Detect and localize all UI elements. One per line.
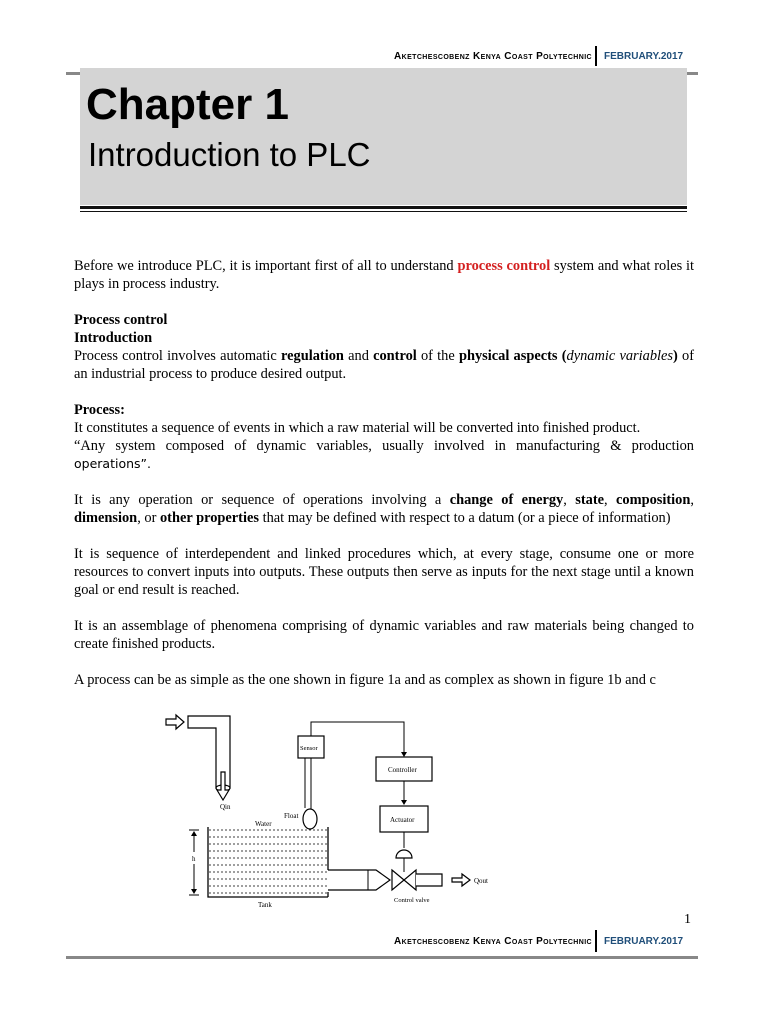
qin-label: Qin (220, 803, 231, 811)
inlet-arrow-icon (166, 715, 184, 729)
header-divider (595, 46, 597, 66)
process-control-paragraph: Process control involves automatic regulation and control of the physical aspects (dynamic variables) of an industrial process to produce desired output. (74, 348, 694, 382)
process-heading: Process: (74, 402, 125, 418)
water-level (209, 830, 327, 893)
intro-text-2: system and what roles it plays in process industry. (74, 258, 694, 292)
outlet-pipe (328, 870, 390, 890)
assemblage-paragraph: It is an assemblage of phenomena comprising of dynamic variables and raw materials being changed to create finished products. (74, 618, 694, 652)
chapter-rule-thin (80, 211, 687, 212)
outlet-arrow-icon (452, 874, 470, 886)
intro-text-1: Before we introduce PLC, it is important first of all to understand (74, 258, 458, 274)
process-definition: It constitutes a sequence of events in which a raw material will be converted into finished product. (74, 420, 641, 436)
chapter-number: Chapter 1 (86, 80, 289, 129)
float-label: Float (284, 812, 299, 820)
chapter-title: Introduction to PLC (88, 136, 371, 173)
h-label: h (192, 855, 196, 863)
controller-label: Controller (388, 766, 417, 774)
header-date: FEBRUARY.2017 (604, 51, 684, 62)
control-valve-label: Control valve (394, 897, 430, 904)
footer-rule (66, 956, 698, 959)
float (303, 809, 317, 829)
introduction-subheading: Introduction (74, 330, 153, 346)
sequence-paragraph: It is sequence of interdependent and linked procedures which, at every stage, consume one or more resources to convert inputs into outputs. These outputs then serve as inputs for the next stage until a known goal or end result is reached. (74, 546, 694, 598)
water-label: Water (255, 820, 272, 828)
sensor-label: Sensor (300, 745, 318, 752)
footer-divider (595, 930, 597, 952)
chapter-rule-thick (80, 206, 687, 209)
process-control-heading: Process control (74, 312, 168, 328)
page-number: 1 (684, 912, 691, 927)
figure-intro-paragraph: A process can be as simple as the one shown in figure 1a and as complex as shown in figure 1b and c (74, 672, 656, 688)
actuator-label: Actuator (390, 816, 415, 824)
control-valve (392, 870, 416, 890)
tank-label: Tank (258, 901, 272, 909)
intro-highlight: process control (457, 258, 551, 274)
process-quote: “Any system composed of dynamic variables, usually involved in manufacturing & production operations”. (74, 438, 694, 471)
footer-date: FEBRUARY.2017 (604, 936, 684, 947)
process-control-diagram (160, 712, 510, 912)
qout-label: Qout (474, 877, 488, 885)
tank (208, 827, 328, 897)
header-author: Aketchescobenz Kenya Coast Polytechnic (394, 51, 592, 62)
intro-paragraph (74, 257, 694, 293)
footer-author: Aketchescobenz Kenya Coast Polytechnic (394, 936, 592, 947)
operation-paragraph: It is any operation or sequence of operations involving a change of energy, state, composition, dimension, or other properties that may be defined with respect to a datum (or a piece of information) (74, 492, 694, 526)
page-body (74, 257, 694, 707)
